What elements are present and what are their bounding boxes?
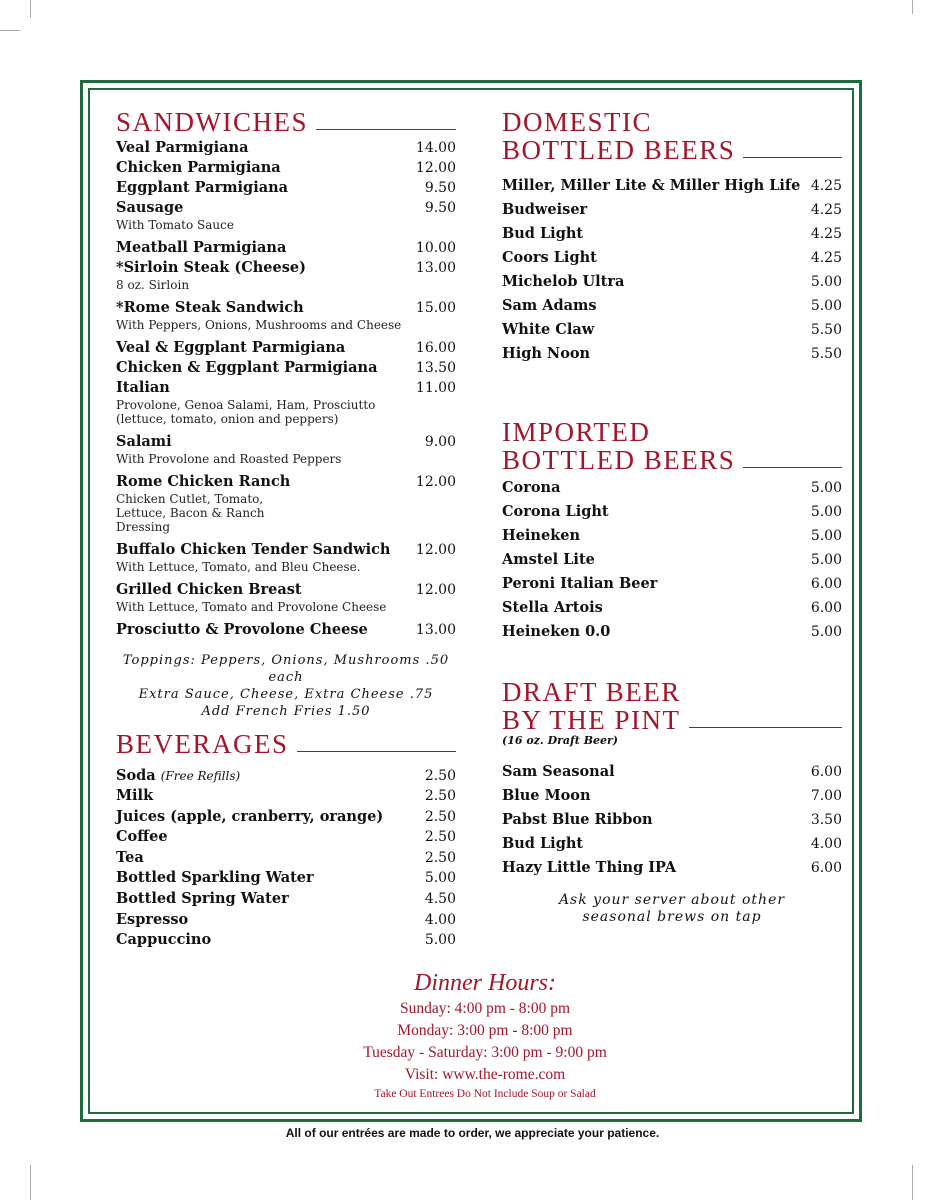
menu-item: [116, 827, 456, 848]
item-price: 5.00: [810, 298, 842, 314]
menu-item: [116, 378, 456, 426]
item-price: 16.00: [415, 340, 456, 356]
item-name: Milk: [116, 787, 154, 804]
menu-item: [502, 832, 842, 856]
item-name: Michelob Ultra: [502, 273, 625, 290]
item-price: 10.00: [415, 240, 456, 256]
menu-item: [116, 766, 456, 786]
item-description: With Tomato Sauce: [116, 218, 234, 232]
domestic-heading-line2: BOTTLED BEERS: [502, 135, 736, 165]
item-name: Cappuccino: [116, 931, 212, 949]
item-price: 12.00: [415, 542, 456, 558]
menu-item: [502, 246, 842, 270]
item-name: Soda: [116, 767, 156, 784]
menu-item: [502, 270, 842, 294]
menu-item: [502, 500, 842, 524]
beverage-list: [116, 786, 456, 951]
item-note: (Free Refills): [160, 769, 241, 783]
menu-item: [116, 158, 456, 178]
item-price: 2.50: [424, 849, 456, 866]
item-price: 14.00: [415, 140, 456, 156]
item-name: Espresso: [116, 910, 189, 928]
crop-mark: [30, 1165, 31, 1200]
item-description: With Lettuce, Tomato, and Bleu Cheese.: [116, 560, 361, 574]
item-name: *Rome Steak Sandwich: [116, 299, 304, 316]
crop-mark: [30, 0, 31, 18]
draft-list: [502, 760, 842, 880]
item-name: Veal Parmigiana: [116, 139, 249, 156]
item-price: 4.25: [810, 178, 842, 194]
item-description: 8 oz. Sirloin: [116, 278, 190, 292]
heading-rule: [743, 467, 842, 468]
menu-item: [116, 298, 456, 332]
item-price: 15.00: [415, 300, 456, 316]
item-price: 13.00: [415, 622, 456, 638]
menu-item: [116, 786, 456, 807]
item-price: 7.00: [810, 788, 842, 804]
item-name: Bud Light: [502, 835, 584, 852]
item-price: 11.00: [415, 380, 456, 396]
item-price: 5.00: [424, 870, 456, 887]
menu-item: [116, 138, 456, 158]
menu-item: [116, 930, 456, 951]
hours-line: Tuesday - Saturday: 3:00 pm - 9:00 pm: [363, 1044, 607, 1061]
item-price: 2.50: [424, 808, 456, 825]
item-price: 4.25: [810, 226, 842, 242]
item-name: Corona: [502, 479, 561, 496]
toppings-line: Add French Fries 1.50: [201, 704, 371, 719]
website-line: Visit: www.the-rome.com: [404, 1066, 566, 1083]
item-price: 5.00: [424, 932, 456, 949]
item-price: 4.25: [810, 202, 842, 218]
item-name: Sam Adams: [502, 297, 597, 314]
item-name: Rome Chicken Ranch: [116, 473, 291, 490]
item-description: With Peppers, Onions, Mushrooms and Cheese: [116, 318, 402, 332]
item-price: 13.00: [415, 260, 456, 276]
menu-item: [502, 198, 842, 222]
item-name: Chicken Parmigiana: [116, 159, 281, 176]
item-price: 12.00: [415, 474, 456, 490]
toppings-note: [116, 652, 456, 720]
menu-item: [502, 784, 842, 808]
domestic-section: [502, 108, 842, 366]
item-price: 9.50: [424, 180, 456, 196]
item-price: 2.50: [424, 829, 456, 846]
item-price: 5.50: [810, 322, 842, 338]
menu-item: [116, 178, 456, 198]
hours-title: Dinner Hours:: [414, 970, 556, 996]
item-description: With Lettuce, Tomato and Provolone Cheese: [116, 600, 387, 614]
menu-item: [116, 540, 456, 574]
menu-item: [116, 848, 456, 869]
menu-item: [502, 524, 842, 548]
item-description: Chicken Cutlet, Tomato, Lettuce, Bacon & Ranch Dressing: [116, 492, 265, 534]
item-name: Eggplant Parmigiana: [116, 179, 289, 196]
item-name: Peroni Italian Beer: [502, 575, 658, 592]
menu-item: [116, 620, 456, 640]
menu-item: [502, 476, 842, 500]
item-price: 6.00: [810, 600, 842, 616]
hours-line: Monday: 3:00 pm - 8:00 pm: [397, 1022, 573, 1039]
item-name: Pabst Blue Ribbon: [502, 811, 653, 828]
imported-list: [502, 476, 842, 644]
item-name: Prosciutto & Provolone Cheese: [116, 621, 368, 638]
domestic-list: [502, 174, 842, 366]
toppings-line: Extra Sauce, Cheese, Extra Cheese .75: [138, 687, 434, 702]
menu-item: [116, 338, 456, 358]
sandwich-list: [116, 138, 456, 640]
item-name: *Sirloin Steak (Cheese): [116, 259, 307, 276]
item-price: 4.00: [810, 836, 842, 852]
heading-rule: [743, 157, 842, 158]
item-price: 13.50: [415, 360, 456, 376]
ask-line: seasonal brews on tap: [582, 909, 762, 925]
ask-line: Ask your server about other: [558, 892, 786, 908]
item-name: Chicken & Eggplant Parmigiana: [116, 359, 378, 376]
menu-item: [502, 548, 842, 572]
item-name: Miller, Miller Lite & Miller High Life: [502, 177, 801, 194]
imported-heading-line2: BOTTLED BEERS: [502, 445, 736, 475]
toppings-line: Toppings: Peppers, Onions, Mushrooms .50 each: [122, 653, 450, 685]
imported-section: [502, 418, 842, 644]
item-price: 12.00: [415, 160, 456, 176]
beverages-section: [116, 730, 456, 951]
menu-item: [502, 294, 842, 318]
item-name: Hazy Little Thing IPA: [502, 859, 677, 876]
item-name: Meatball Parmigiana: [116, 239, 287, 256]
item-name: Heineken 0.0: [502, 623, 611, 640]
item-name: Bud Light: [502, 225, 584, 242]
item-name: High Noon: [502, 345, 591, 362]
item-name: Stella Artois: [502, 599, 603, 616]
item-name: Veal & Eggplant Parmigiana: [116, 339, 346, 356]
menu-item: [502, 318, 842, 342]
item-price: 5.00: [810, 504, 842, 520]
menu-item: [116, 238, 456, 258]
item-price: 2.50: [424, 768, 456, 784]
item-description: With Provolone and Roasted Peppers: [116, 452, 342, 466]
menu-item: [502, 856, 842, 880]
item-name: Coffee: [116, 828, 168, 846]
heading-rule: [297, 751, 456, 752]
item-description: Provolone, Genoa Salami, Ham, Prosciutto (lettuce, tomato, onion and peppers): [116, 398, 376, 426]
item-name: Heineken: [502, 527, 581, 544]
menu-item: [116, 868, 456, 889]
hours-line: Sunday: 4:00 pm - 8:00 pm: [399, 1000, 571, 1017]
menu-item: [116, 580, 456, 614]
item-name: Corona Light: [502, 503, 609, 520]
menu-item: [502, 572, 842, 596]
item-name: Tea: [116, 848, 144, 866]
menu-item: [116, 432, 456, 466]
menu-item: [116, 807, 456, 828]
crop-mark: [912, 1165, 913, 1200]
menu-item: [502, 808, 842, 832]
item-price: 5.00: [810, 552, 842, 568]
menu-item: [116, 198, 456, 232]
menu-item: [502, 760, 842, 784]
item-price: 5.50: [810, 346, 842, 362]
takeout-note: Take Out Entrees Do Not Include Soup or Salad: [374, 1088, 596, 1100]
dinner-hours: [290, 968, 680, 1102]
heading-rule: [689, 727, 843, 728]
menu-item: [502, 596, 842, 620]
domestic-heading: DOMESTIC: [502, 107, 653, 137]
crop-mark: [0, 30, 20, 31]
item-name: Salami: [116, 433, 172, 450]
item-price: 5.00: [810, 624, 842, 640]
item-name: White Claw: [502, 321, 595, 338]
item-price: 6.00: [810, 860, 842, 876]
item-name: Sam Seasonal: [502, 763, 615, 780]
draft-heading-line2: BY THE PINT: [502, 705, 681, 735]
item-price: 5.00: [810, 274, 842, 290]
imported-heading: IMPORTED: [502, 417, 651, 447]
item-price: 4.25: [810, 250, 842, 266]
menu-item: [116, 358, 456, 378]
item-name: Bottled Spring Water: [116, 889, 289, 907]
item-name: Coors Light: [502, 249, 597, 266]
menu-item: [116, 910, 456, 931]
item-price: 2.50: [424, 788, 456, 804]
menu-item: [502, 222, 842, 246]
item-price: 9.50: [424, 200, 456, 216]
item-price: 5.00: [810, 480, 842, 496]
menu-item: [502, 342, 842, 366]
menu-item: [502, 620, 842, 644]
item-price: 4.00: [424, 911, 456, 928]
item-name: Italian: [116, 379, 170, 396]
item-name: Juices (apple, cranberry, orange): [116, 807, 384, 825]
draft-heading: DRAFT BEER: [502, 677, 681, 707]
sandwiches-heading: SANDWICHES: [116, 107, 309, 137]
crop-mark: [912, 0, 913, 14]
item-name: Grilled Chicken Breast: [116, 581, 302, 598]
item-price: 3.50: [810, 812, 842, 828]
item-name: Blue Moon: [502, 787, 591, 804]
draft-section: [502, 678, 842, 926]
item-name: Budweiser: [502, 201, 588, 218]
item-price: 4.50: [424, 890, 456, 907]
menu-item: [116, 889, 456, 910]
footer-note: All of our entrées are made to order, we appreciate your patience.: [285, 1126, 660, 1140]
item-price: 9.00: [424, 434, 456, 450]
sandwiches-section: [116, 108, 456, 720]
item-name: Amstel Lite: [502, 551, 595, 568]
menu-item: [502, 174, 842, 198]
item-price: 12.00: [415, 582, 456, 598]
item-name: Bottled Sparkling Water: [116, 869, 314, 887]
item-price: 5.00: [810, 528, 842, 544]
item-price: 6.00: [810, 576, 842, 592]
beverages-heading: BEVERAGES: [116, 729, 289, 759]
draft-note: (16 oz. Draft Beer): [502, 734, 618, 747]
item-name: Buffalo Chicken Tender Sandwich: [116, 541, 391, 558]
item-name: Sausage: [116, 199, 184, 216]
menu-item: [116, 258, 456, 292]
heading-rule: [316, 129, 456, 130]
item-price: 6.00: [810, 764, 842, 780]
menu-item: [116, 472, 456, 534]
